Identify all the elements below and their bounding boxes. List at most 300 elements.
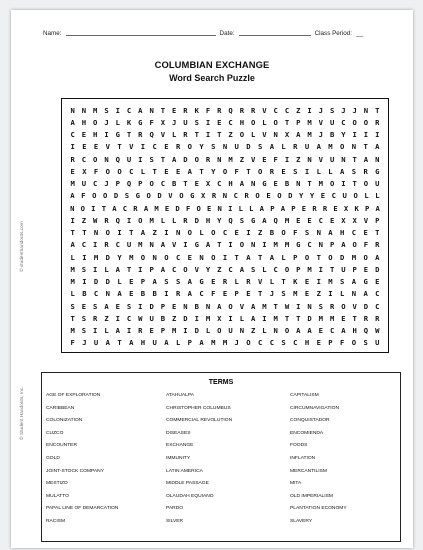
grid-letter[interactable]: T xyxy=(257,289,263,299)
grid-letter[interactable]: R xyxy=(363,313,369,323)
grid-letter[interactable]: A xyxy=(269,252,275,262)
grid-letter[interactable]: R xyxy=(329,301,335,311)
grid-letter[interactable]: G xyxy=(194,240,199,250)
grid-letter[interactable]: Q xyxy=(126,179,132,189)
grid-letter[interactable]: I xyxy=(375,130,380,140)
grid-letter[interactable]: C xyxy=(122,203,128,213)
grid-letter[interactable]: L xyxy=(104,264,109,274)
grid-letter[interactable]: A xyxy=(104,301,109,311)
grid-letter[interactable]: F xyxy=(185,203,191,213)
grid-letter[interactable]: X xyxy=(82,166,87,176)
grid-letter[interactable]: U xyxy=(234,142,239,152)
grid-letter[interactable]: R xyxy=(104,215,109,225)
grid-letter[interactable]: N xyxy=(341,154,346,164)
grid-letter[interactable]: N xyxy=(149,105,154,115)
grid-letter[interactable]: I xyxy=(138,154,143,164)
grid-letter[interactable]: M xyxy=(222,338,228,348)
grid-letter[interactable]: G xyxy=(135,191,140,201)
grid-letter[interactable]: A xyxy=(70,191,75,201)
grid-letter[interactable]: U xyxy=(304,142,310,152)
grid-letter[interactable]: T xyxy=(126,264,132,274)
grid-letter[interactable]: N xyxy=(307,154,312,164)
grid-letter[interactable]: L xyxy=(316,166,321,176)
grid-letter[interactable]: M xyxy=(262,301,267,311)
grid-letter[interactable]: I xyxy=(228,203,233,213)
grid-letter[interactable]: E xyxy=(217,117,222,127)
grid-letter[interactable]: E xyxy=(304,289,310,299)
grid-letter[interactable]: O xyxy=(222,166,228,176)
grid-letter[interactable]: I xyxy=(115,105,120,115)
grid-letter[interactable]: C xyxy=(152,142,157,152)
grid-letter[interactable]: S xyxy=(340,277,345,287)
grid-letter[interactable]: A xyxy=(160,264,166,274)
grid-letter[interactable]: G xyxy=(138,117,143,127)
grid-letter[interactable]: I xyxy=(82,252,87,262)
grid-letter[interactable]: E xyxy=(194,179,199,189)
grid-letter[interactable]: E xyxy=(316,338,321,348)
grid-letter[interactable]: E xyxy=(164,166,169,176)
grid-letter[interactable]: C xyxy=(129,166,134,176)
grid-letter[interactable]: E xyxy=(129,289,134,299)
grid-letter[interactable]: O xyxy=(277,191,282,201)
grid-letter[interactable]: A xyxy=(70,117,75,127)
grid-letter[interactable]: P xyxy=(160,326,166,336)
grid-letter[interactable]: T xyxy=(352,313,357,323)
grid-letter[interactable]: L xyxy=(140,166,146,176)
grid-letter[interactable]: L xyxy=(262,264,267,274)
grid-letter[interactable]: L xyxy=(205,326,211,336)
grid-letter[interactable]: X xyxy=(205,179,211,189)
grid-letter[interactable]: O xyxy=(363,117,369,127)
grid-letter[interactable]: Y xyxy=(205,264,211,274)
grid-letter[interactable]: O xyxy=(228,301,233,311)
grid-letter[interactable]: I xyxy=(228,313,233,323)
grid-letter[interactable]: S xyxy=(164,277,169,287)
grid-letter[interactable]: I xyxy=(328,289,333,299)
grid-letter[interactable]: I xyxy=(140,142,146,152)
grid-letter[interactable]: V xyxy=(257,277,263,287)
grid-letter[interactable]: C xyxy=(93,289,99,299)
grid-letter[interactable]: I xyxy=(318,264,323,274)
grid-letter[interactable]: M xyxy=(351,252,357,262)
grid-letter[interactable]: A xyxy=(363,289,368,299)
grid-letter[interactable]: N xyxy=(105,289,110,299)
grid-letter[interactable]: A xyxy=(250,301,256,311)
grid-letter[interactable]: N xyxy=(351,142,357,152)
grid-letter[interactable]: P xyxy=(329,240,335,250)
grid-letter[interactable]: V xyxy=(318,154,323,164)
grid-letter[interactable]: R xyxy=(211,191,217,201)
grid-letter[interactable]: T xyxy=(183,179,188,189)
grid-letter[interactable]: M xyxy=(172,326,177,336)
grid-letter[interactable]: E xyxy=(329,215,335,225)
grid-letter[interactable]: P xyxy=(115,179,120,189)
grid-letter[interactable]: S xyxy=(194,117,199,127)
grid-letter[interactable]: C xyxy=(93,179,98,189)
grid-letter[interactable]: I xyxy=(183,240,188,250)
grid-letter[interactable]: S xyxy=(126,301,132,311)
grid-letter[interactable]: T xyxy=(117,338,122,348)
grid-letter[interactable]: A xyxy=(363,154,369,164)
grid-letter[interactable]: D xyxy=(307,313,312,323)
grid-letter[interactable]: E xyxy=(187,252,192,262)
grid-letter[interactable]: A xyxy=(140,228,146,238)
grid-letter[interactable]: I xyxy=(70,142,75,152)
grid-letter[interactable]: I xyxy=(82,277,87,287)
grid-letter[interactable]: R xyxy=(239,105,245,115)
grid-letter[interactable]: I xyxy=(126,326,132,336)
grid-letter[interactable]: C xyxy=(172,264,177,274)
grid-letter[interactable]: N xyxy=(316,228,321,238)
grid-letter[interactable]: U xyxy=(149,313,154,323)
grid-letter[interactable]: M xyxy=(228,154,233,164)
grid-letter[interactable]: A xyxy=(143,203,149,213)
grid-letter[interactable]: G xyxy=(363,277,368,287)
grid-letter[interactable]: N xyxy=(363,105,369,115)
grid-letter[interactable]: S xyxy=(281,289,286,299)
grid-letter[interactable]: T xyxy=(363,142,368,152)
grid-letter[interactable]: L xyxy=(375,191,380,201)
grid-letter[interactable]: T xyxy=(70,313,75,323)
grid-letter[interactable]: R xyxy=(138,130,143,140)
grid-letter[interactable]: P xyxy=(328,338,333,348)
grid-letter[interactable]: R xyxy=(269,166,275,176)
grid-letter[interactable]: R xyxy=(217,105,222,115)
grid-letter[interactable]: L xyxy=(328,166,333,176)
grid-letter[interactable]: O xyxy=(164,252,169,262)
grid-letter[interactable]: E xyxy=(363,228,368,238)
grid-letter[interactable]: E xyxy=(222,289,228,299)
grid-letter[interactable]: M xyxy=(93,105,98,115)
grid-letter[interactable]: Q xyxy=(115,154,120,164)
grid-letter[interactable]: T xyxy=(375,228,380,238)
grid-letter[interactable]: F xyxy=(234,166,239,176)
grid-letter[interactable]: X xyxy=(343,203,349,213)
grid-letter[interactable]: O xyxy=(304,252,310,262)
grid-letter[interactable]: I xyxy=(341,179,346,189)
grid-letter[interactable]: P xyxy=(138,179,143,189)
grid-letter[interactable]: O xyxy=(273,117,278,127)
grid-letter[interactable]: K xyxy=(126,117,132,127)
grid-letter[interactable]: I xyxy=(284,154,290,164)
grid-letter[interactable]: M xyxy=(129,252,134,262)
grid-letter[interactable]: S xyxy=(363,338,368,348)
grid-letter[interactable]: P xyxy=(293,252,298,262)
grid-letter[interactable]: Z xyxy=(172,313,177,323)
grid-letter[interactable]: C xyxy=(273,264,278,274)
grid-letter[interactable]: X xyxy=(217,313,222,323)
grid-letter[interactable]: I xyxy=(222,252,228,262)
grid-letter[interactable]: N xyxy=(222,142,228,152)
grid-letter[interactable]: O xyxy=(217,326,222,336)
grid-letter[interactable]: N xyxy=(93,228,99,238)
grid-letter[interactable]: T xyxy=(199,166,204,176)
grid-letter[interactable]: T xyxy=(234,252,239,262)
grid-letter[interactable]: A xyxy=(105,338,110,348)
grid-letter[interactable]: J xyxy=(352,105,357,115)
grid-letter[interactable]: C xyxy=(233,191,238,201)
grid-letter[interactable]: A xyxy=(160,240,166,250)
grid-letter[interactable]: E xyxy=(93,142,99,152)
grid-letter[interactable]: H xyxy=(340,228,345,238)
grid-letter[interactable]: T xyxy=(352,179,357,189)
grid-letter[interactable]: Y xyxy=(341,130,346,140)
grid-letter[interactable]: I xyxy=(205,117,211,127)
grid-letter[interactable]: A xyxy=(205,240,211,250)
grid-letter[interactable]: A xyxy=(115,326,120,336)
grid-letter[interactable]: I xyxy=(93,264,98,274)
grid-letter[interactable]: A xyxy=(217,301,222,311)
grid-letter[interactable]: S xyxy=(281,338,286,348)
grid-letter[interactable]: T xyxy=(329,264,335,274)
grid-letter[interactable]: U xyxy=(329,117,335,127)
grid-letter[interactable]: S xyxy=(211,142,216,152)
grid-letter[interactable]: L xyxy=(250,130,256,140)
grid-letter[interactable]: O xyxy=(105,228,110,238)
grid-letter[interactable]: I xyxy=(363,130,369,140)
grid-letter[interactable]: P xyxy=(296,117,301,127)
grid-letter[interactable]: O xyxy=(284,326,290,336)
grid-letter[interactable]: W xyxy=(93,215,98,225)
grid-letter[interactable]: O xyxy=(255,191,260,201)
grid-letter[interactable]: S xyxy=(329,105,335,115)
grid-letter[interactable]: T xyxy=(246,166,251,176)
grid-letter[interactable]: R xyxy=(244,191,249,201)
grid-letter[interactable]: L xyxy=(70,252,75,262)
grid-letter[interactable]: U xyxy=(152,338,157,348)
grid-letter[interactable]: T xyxy=(284,313,290,323)
grid-letter[interactable]: A xyxy=(351,277,357,287)
grid-letter[interactable]: T xyxy=(70,228,75,238)
grid-letter[interactable]: Z xyxy=(250,326,256,336)
grid-letter[interactable]: O xyxy=(93,117,98,127)
grid-letter[interactable]: L xyxy=(160,215,166,225)
grid-letter[interactable]: O xyxy=(328,252,333,262)
grid-letter[interactable]: T xyxy=(273,301,278,311)
grid-letter[interactable]: Q xyxy=(115,215,120,225)
grid-letter[interactable]: I xyxy=(138,264,143,274)
grid-letter[interactable]: T xyxy=(316,252,321,262)
grid-letter[interactable]: A xyxy=(375,203,380,213)
grid-letter[interactable]: N xyxy=(104,154,109,164)
grid-letter[interactable]: O xyxy=(341,301,346,311)
grid-letter[interactable]: R xyxy=(70,154,75,164)
grid-letter[interactable]: P xyxy=(296,264,301,274)
grid-letter[interactable]: W xyxy=(284,301,290,311)
grid-letter[interactable]: R xyxy=(93,313,98,323)
grid-letter[interactable]: C xyxy=(375,289,380,299)
grid-letter[interactable]: L xyxy=(262,326,267,336)
grid-letter[interactable]: N xyxy=(217,203,222,213)
grid-letter[interactable]: T xyxy=(217,240,222,250)
grid-letter[interactable]: Q xyxy=(149,130,154,140)
grid-letter[interactable]: L xyxy=(281,252,286,262)
grid-letter[interactable]: O xyxy=(138,215,143,225)
grid-letter[interactable]: U xyxy=(93,338,99,348)
grid-letter[interactable]: N xyxy=(149,240,154,250)
grid-letter[interactable]: T xyxy=(352,154,357,164)
grid-letter[interactable]: P xyxy=(187,338,192,348)
grid-letter[interactable]: I xyxy=(164,289,169,299)
grid-letter[interactable]: I xyxy=(70,215,75,225)
grid-letter[interactable]: L xyxy=(104,326,109,336)
grid-letter[interactable]: C xyxy=(228,264,233,274)
grid-letter[interactable]: E xyxy=(234,228,239,238)
grid-letter[interactable]: J xyxy=(104,179,109,189)
grid-letter[interactable]: R xyxy=(250,105,256,115)
grid-letter[interactable]: V xyxy=(262,105,267,115)
grid-letter[interactable]: T xyxy=(117,142,122,152)
grid-letter[interactable]: N xyxy=(239,326,245,336)
grid-letter[interactable]: C xyxy=(293,338,298,348)
grid-letter[interactable]: R xyxy=(183,215,188,225)
grid-letter[interactable]: H xyxy=(93,130,98,140)
grid-letter[interactable]: T xyxy=(129,228,134,238)
grid-letter[interactable]: B xyxy=(269,228,275,238)
grid-letter[interactable]: N xyxy=(70,105,75,115)
grid-letter[interactable]: H xyxy=(140,338,146,348)
grid-letter[interactable]: O xyxy=(239,240,245,250)
grid-letter[interactable]: M xyxy=(70,326,75,336)
grid-letter[interactable]: A xyxy=(340,166,345,176)
grid-letter[interactable]: G xyxy=(296,240,301,250)
grid-letter[interactable]: A xyxy=(172,154,177,164)
grid-letter[interactable]: D xyxy=(288,191,293,201)
grid-letter[interactable]: S xyxy=(293,166,298,176)
grid-letter[interactable]: L xyxy=(175,338,181,348)
grid-letter[interactable]: K xyxy=(354,203,359,213)
grid-letter[interactable]: O xyxy=(329,179,335,189)
grid-letter[interactable]: M xyxy=(307,117,312,127)
grid-letter[interactable]: I xyxy=(164,228,169,238)
grid-letter[interactable]: R xyxy=(363,166,368,176)
grid-letter[interactable]: H xyxy=(228,179,233,189)
grid-letter[interactable]: U xyxy=(126,240,132,250)
grid-letter[interactable]: B xyxy=(82,289,87,299)
grid-letter[interactable]: C xyxy=(126,105,132,115)
grid-letter[interactable]: R xyxy=(293,142,298,152)
grid-letter[interactable]: O xyxy=(183,264,188,274)
grid-letter[interactable]: S xyxy=(70,301,75,311)
grid-letter[interactable]: T xyxy=(257,252,263,262)
grid-letter[interactable]: B xyxy=(172,179,177,189)
grid-letter[interactable]: Z xyxy=(152,228,157,238)
grid-letter[interactable]: R xyxy=(205,154,211,164)
grid-letter[interactable]: H xyxy=(81,117,87,127)
grid-letter[interactable]: O xyxy=(257,166,263,176)
grid-letter[interactable]: R xyxy=(133,203,138,213)
grid-letter[interactable]: N xyxy=(351,289,357,299)
grid-letter[interactable]: V xyxy=(352,301,357,311)
grid-letter[interactable]: E xyxy=(70,166,75,176)
grid-letter[interactable]: S xyxy=(81,326,87,336)
grid-letter[interactable]: M xyxy=(211,338,216,348)
grid-letter[interactable]: G xyxy=(250,215,256,225)
grid-letter[interactable]: A xyxy=(296,326,301,336)
grid-letter[interactable]: J xyxy=(104,117,109,127)
grid-letter[interactable]: I xyxy=(91,203,96,213)
grid-letter[interactable]: A xyxy=(269,142,275,152)
grid-letter[interactable]: A xyxy=(296,130,301,140)
grid-letter[interactable]: N xyxy=(205,301,211,311)
grid-letter[interactable]: R xyxy=(183,105,188,115)
grid-letter[interactable]: E xyxy=(375,277,380,287)
grid-letter[interactable]: N xyxy=(175,228,181,238)
grid-letter[interactable]: I xyxy=(104,130,109,140)
grid-letter[interactable]: C xyxy=(284,105,290,115)
grid-letter[interactable]: D xyxy=(363,301,369,311)
grid-letter[interactable]: G xyxy=(199,277,204,287)
grid-letter[interactable]: B xyxy=(160,313,166,323)
grid-letter[interactable]: I xyxy=(205,130,211,140)
grid-letter[interactable]: A xyxy=(375,142,380,152)
grid-letter[interactable]: N xyxy=(199,252,204,262)
grid-letter[interactable]: Q xyxy=(273,215,278,225)
grid-letter[interactable]: J xyxy=(234,338,239,348)
grid-letter[interactable]: E xyxy=(172,105,177,115)
grid-letter[interactable]: E xyxy=(320,191,326,201)
grid-letter[interactable]: S xyxy=(93,301,98,311)
grid-letter[interactable]: J xyxy=(172,117,177,127)
grid-letter[interactable]: O xyxy=(250,117,256,127)
grid-letter[interactable]: D xyxy=(183,154,188,164)
grid-letter[interactable]: B xyxy=(284,179,290,189)
grid-letter[interactable]: M xyxy=(205,313,211,323)
grid-letter[interactable]: L xyxy=(199,228,204,238)
grid-letter[interactable]: I xyxy=(183,326,188,336)
grid-letter[interactable]: V xyxy=(262,130,267,140)
grid-letter[interactable]: Z xyxy=(257,228,263,238)
grid-letter[interactable]: C xyxy=(70,130,75,140)
grid-letter[interactable]: R xyxy=(222,277,228,287)
grid-letter[interactable]: C xyxy=(257,338,263,348)
grid-letter[interactable]: Q xyxy=(228,105,233,115)
grid-letter[interactable]: N xyxy=(183,301,188,311)
grid-letter[interactable]: F xyxy=(205,105,211,115)
grid-letter[interactable]: N xyxy=(273,130,278,140)
grid-letter[interactable]: O xyxy=(353,191,358,201)
grid-letter[interactable]: O xyxy=(363,252,368,262)
grid-letter[interactable]: O xyxy=(102,191,108,201)
grid-letter[interactable]: A xyxy=(115,264,120,274)
grid-letter[interactable]: T xyxy=(101,203,107,213)
grid-letter[interactable]: C xyxy=(228,117,233,127)
grid-letter[interactable]: C xyxy=(160,179,166,189)
grid-letter[interactable]: X xyxy=(200,191,206,201)
grid-letter[interactable]: C xyxy=(115,240,120,250)
grid-letter[interactable]: I xyxy=(93,240,98,250)
grid-letter[interactable]: P xyxy=(375,215,380,225)
grid-letter[interactable]: U xyxy=(126,154,132,164)
grid-letter[interactable]: J xyxy=(341,105,346,115)
grid-letter[interactable]: O xyxy=(179,191,184,201)
grid-letter[interactable]: A xyxy=(328,228,333,238)
grid-letter[interactable]: M xyxy=(293,289,298,299)
grid-letter[interactable]: F xyxy=(93,166,99,176)
grid-letter[interactable]: G xyxy=(262,179,267,189)
grid-letter[interactable]: N xyxy=(70,203,75,213)
grid-letter[interactable]: A xyxy=(341,240,346,250)
grid-letter[interactable]: A xyxy=(280,203,286,213)
grid-letter[interactable]: Z xyxy=(228,130,233,140)
grid-letter[interactable]: I xyxy=(138,301,143,311)
grid-letter[interactable]: V xyxy=(194,264,199,274)
grid-letter[interactable]: V xyxy=(318,117,323,127)
grid-letter[interactable]: O xyxy=(340,142,345,152)
grid-letter[interactable]: P xyxy=(270,203,275,213)
grid-letter[interactable]: O xyxy=(246,338,251,348)
grid-letter[interactable]: O xyxy=(105,166,110,176)
